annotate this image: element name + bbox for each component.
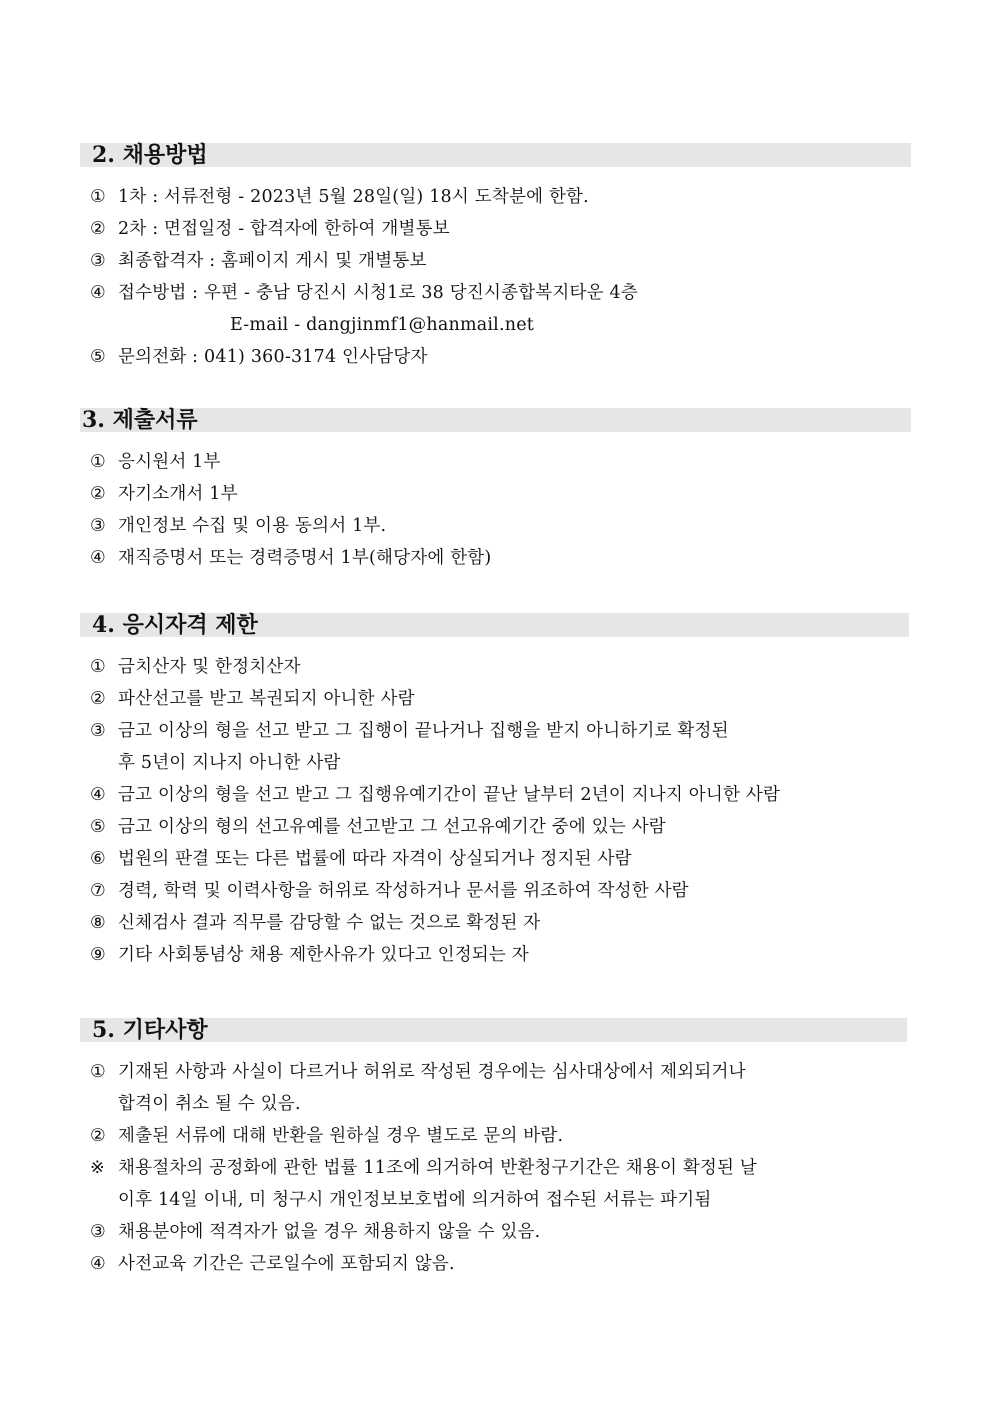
item-marker: ※ (90, 1158, 105, 1178)
list-item (90, 218, 450, 240)
item-marker: ⑤ (90, 817, 106, 837)
item-text: 합격이 취소 될 수 있음. (118, 1094, 301, 1114)
list-item (90, 688, 415, 710)
item-marker: ④ (90, 548, 106, 568)
list-item (90, 912, 540, 934)
item-text: 접수방법 : 우편 - 충남 당진시 시청1로 38 당진시종합복지타운 4층 (118, 283, 638, 303)
item-text: 2차 : 면접일정 - 합격자에 한하여 개별통보 (118, 219, 450, 239)
item-marker: ⑥ (90, 849, 106, 869)
list-item (90, 186, 589, 208)
item-text: 금치산자 및 한정치산자 (118, 657, 301, 677)
item-text: 경력, 학력 및 이력사항을 허위로 작성하거나 문서를 위조하여 작성한 사람 (118, 881, 689, 901)
list-item (90, 1061, 746, 1083)
item-text: 응시원서 1부 (118, 452, 221, 472)
item-text: 채용분야에 적격자가 없을 경우 채용하지 않을 수 있음. (118, 1222, 541, 1242)
list-item (90, 451, 221, 473)
item-marker: ⑨ (90, 945, 106, 965)
list-item-continuation (118, 1093, 301, 1115)
list-item (90, 547, 491, 569)
list-item (90, 656, 301, 678)
section-2-title: 2. 채용방법 (80, 143, 911, 167)
list-item (90, 1125, 563, 1147)
item-marker: ① (90, 187, 106, 207)
item-marker: ④ (90, 785, 106, 805)
item-text: 법원의 판결 또는 다른 법률에 따라 자격이 상실되거나 정지된 사람 (118, 849, 632, 869)
item-text: 채용절차의 공정화에 관한 법률 11조에 의거하여 반환청구기간은 채용이 확정된 날 (118, 1158, 757, 1178)
item-marker: ① (90, 1062, 106, 1082)
item-marker: ② (90, 1126, 106, 1146)
item-marker: ② (90, 219, 106, 239)
item-text: 1차 : 서류전형 - 2023년 5월 28일(일) 18시 도착분에 한함. (118, 187, 589, 207)
item-text: 사전교육 기간은 근로일수에 포함되지 않음. (118, 1254, 455, 1274)
item-marker: ③ (90, 251, 106, 271)
item-text: 재직증명서 또는 경력증명서 1부(해당자에 한함) (118, 548, 492, 568)
item-text: 파산선고를 받고 복권되지 아니한 사람 (118, 689, 415, 709)
item-marker: ② (90, 689, 106, 709)
item-marker: ③ (90, 516, 106, 536)
item-text: 기타 사회통념상 채용 제한사유가 있다고 인정되는 자 (118, 945, 529, 965)
list-item (90, 944, 529, 966)
section-5-title: 5. 기타사항 (80, 1018, 907, 1042)
list-item-continuation (230, 314, 534, 336)
list-item (90, 250, 427, 272)
list-item (90, 346, 428, 368)
list-item-continuation (118, 1189, 711, 1211)
section-4-title: 4. 응시자격 제한 (80, 613, 909, 637)
item-text: 금고 이상의 형을 선고 받고 그 집행유예기간이 끝난 날부터 2년이 지나지 아니한 사람 (118, 785, 781, 805)
item-text: 자기소개서 1부 (118, 484, 238, 504)
list-item (90, 1157, 757, 1179)
item-marker: ③ (90, 1222, 106, 1242)
item-marker: ⑦ (90, 881, 106, 901)
list-item (90, 720, 729, 742)
list-item (90, 483, 238, 505)
item-marker: ④ (90, 1254, 106, 1274)
list-item (90, 784, 780, 806)
item-text: 금고 이상의 형을 선고 받고 그 집행이 끝나거나 집행을 받지 아니하기로 확정된 (118, 721, 729, 741)
item-marker: ② (90, 484, 106, 504)
item-text: 후 5년이 지나지 아니한 사람 (118, 753, 341, 773)
list-item (90, 515, 386, 537)
list-item (90, 848, 632, 870)
item-text: 제출된 서류에 대해 반환을 원하실 경우 별도로 문의 바람. (118, 1126, 564, 1146)
item-text: 신체검사 결과 직무를 감당할 수 없는 것으로 확정된 자 (118, 913, 541, 933)
item-text: 문의전화 : 041) 360-3174 인사담당자 (118, 347, 428, 367)
list-item (90, 1221, 540, 1243)
list-item (90, 880, 689, 902)
list-item (90, 282, 638, 304)
item-marker: ① (90, 657, 106, 677)
item-marker: ③ (90, 721, 106, 741)
list-item (90, 816, 666, 838)
item-text: 최종합격자 : 홈페이지 게시 및 개별통보 (118, 251, 427, 271)
item-text: 기재된 사항과 사실이 다르거나 허위로 작성된 경우에는 심사대상에서 제외되거나 (118, 1062, 746, 1082)
item-text: 개인정보 수집 및 이용 동의서 1부. (118, 516, 387, 536)
item-marker: ⑤ (90, 347, 106, 367)
item-marker: ④ (90, 283, 106, 303)
item-text: 이후 14일 이내, 미 청구시 개인정보보호법에 의거하여 접수된 서류는 파기됨 (118, 1190, 712, 1210)
item-marker: ① (90, 452, 106, 472)
list-item-continuation (118, 752, 341, 774)
section-3-title: 3. 제출서류 (80, 408, 911, 432)
item-marker: ⑧ (90, 913, 106, 933)
item-text: E-mail - dangjinmf1@hanmail.net (230, 315, 534, 335)
list-item (90, 1253, 455, 1275)
item-text: 금고 이상의 형의 선고유예를 선고받고 그 선고유예기간 중에 있는 사람 (118, 817, 666, 837)
